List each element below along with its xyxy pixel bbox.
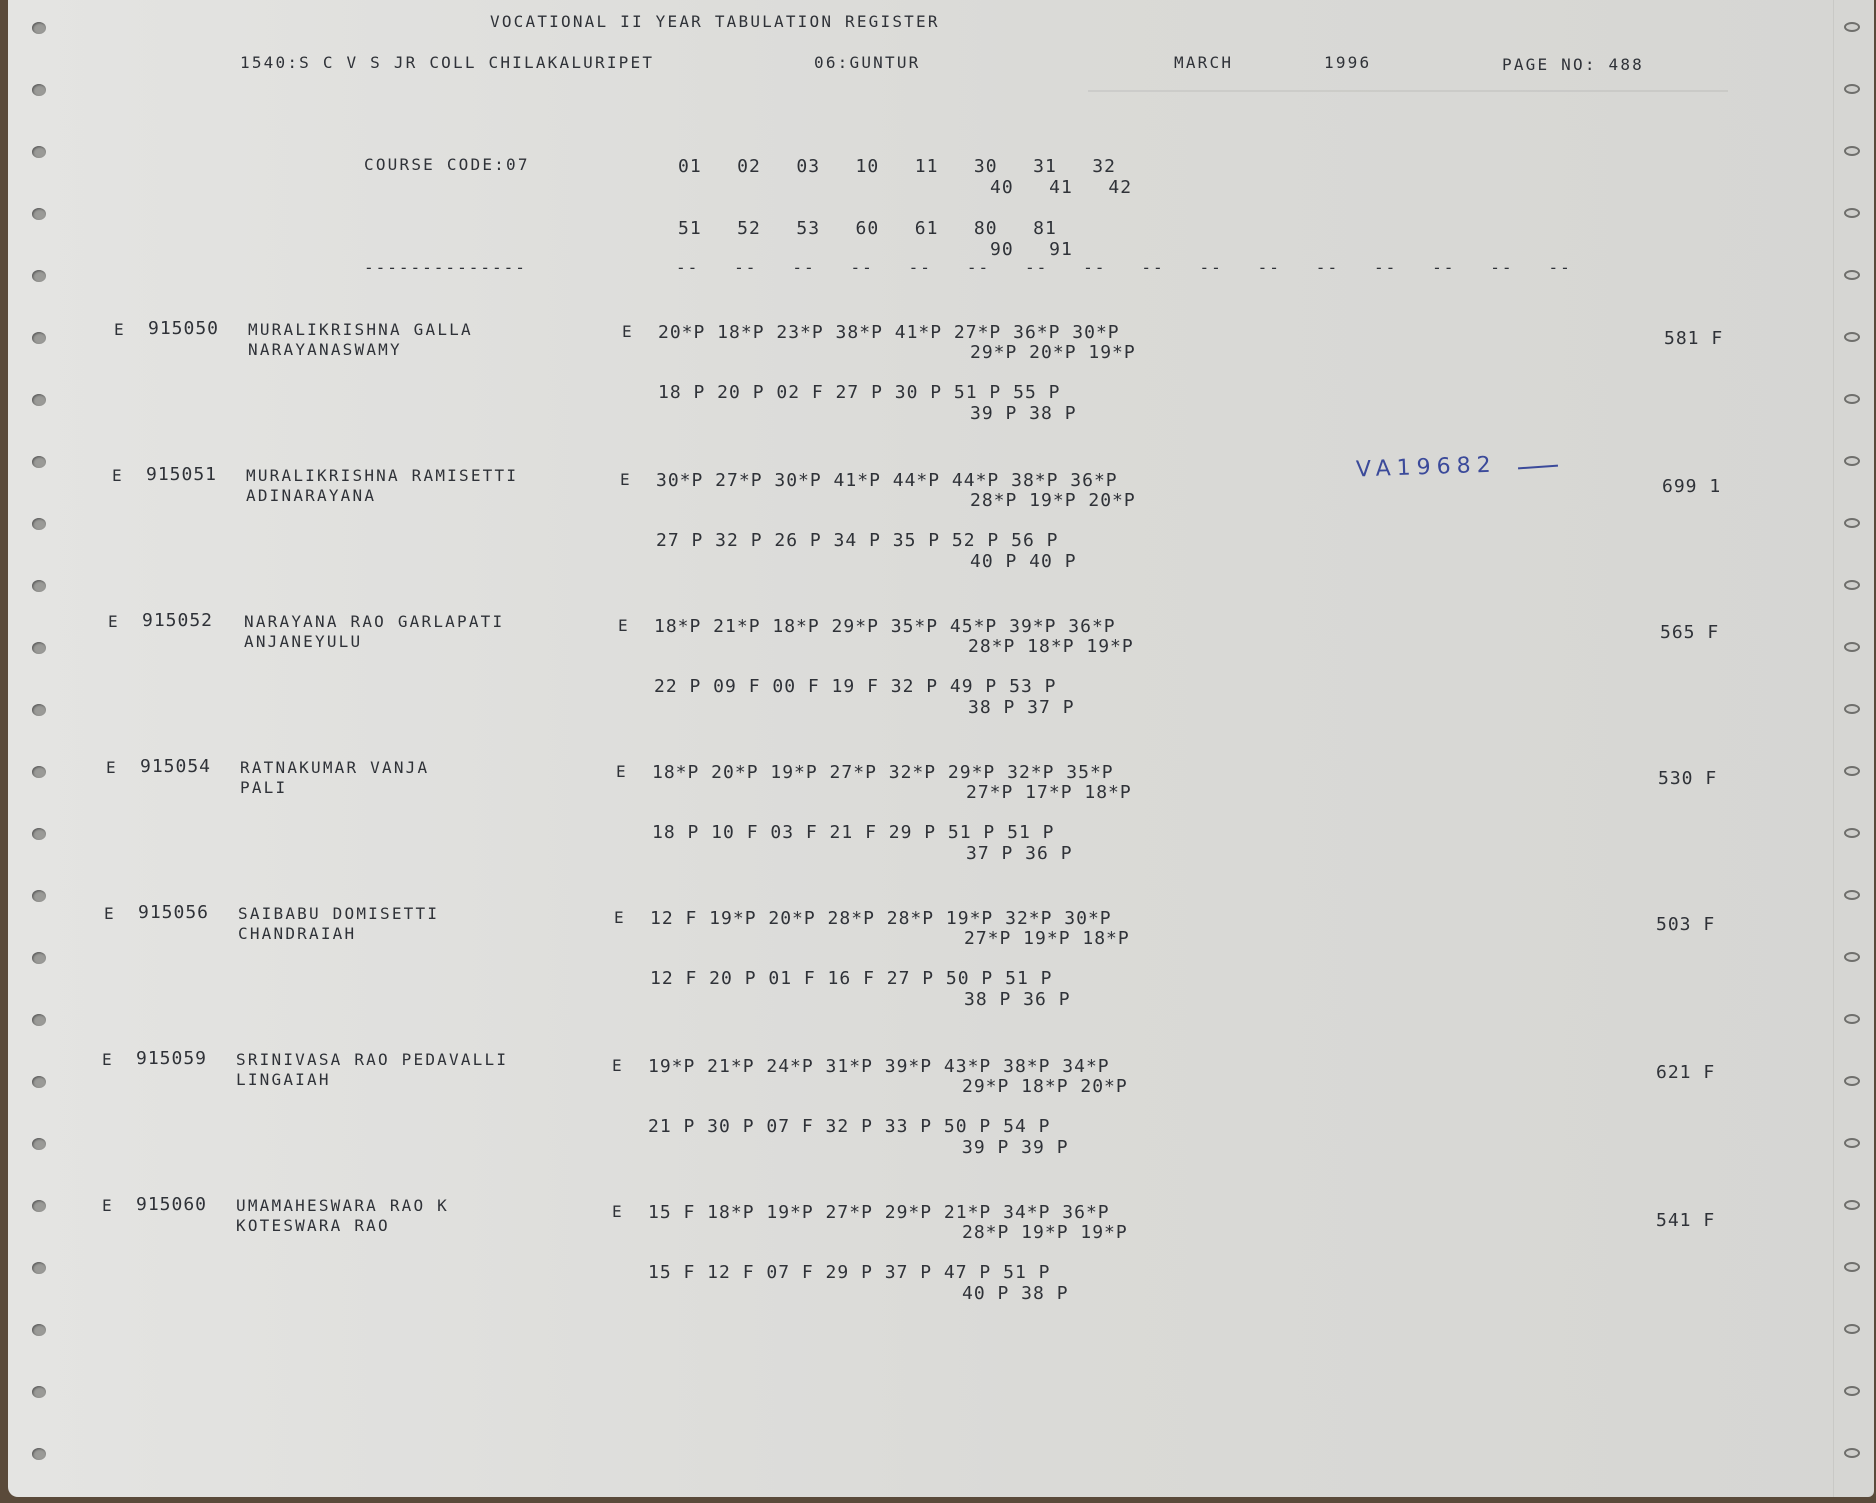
student-name: MURALIKRISHNA GALLA <box>248 320 473 339</box>
exam-type: E <box>108 612 120 631</box>
father-name: PALI <box>240 778 288 797</box>
punch-hole <box>1844 146 1860 156</box>
student-name: NARAYANA RAO GARLAPATI <box>244 612 505 631</box>
marks-row1: 19*P 21*P 24*P 31*P 39*P 43*P 38*P 34*P <box>648 1056 1110 1077</box>
register-title: VOCATIONAL II YEAR TABULATION REGISTER <box>490 12 940 31</box>
exam-year: 1996 <box>1324 53 1372 72</box>
father-name: KOTESWARA RAO <box>236 1216 390 1235</box>
college-name: 1540:S C V S JR COLL CHILAKALURIPET <box>240 53 655 72</box>
subject-codes-row1: 01 02 03 10 11 30 31 32 <box>678 156 1116 177</box>
total-result: 565 F <box>1660 622 1720 643</box>
marks-row1b: 28*P 19*P 20*P <box>970 490 1136 511</box>
subject-codes-row1b: 40 41 42 <box>990 177 1133 198</box>
total-result: 503 F <box>1656 914 1716 935</box>
punch-hole <box>1844 1386 1860 1396</box>
reg-number: 915052 <box>142 610 214 631</box>
punch-hole <box>32 270 46 282</box>
punch-hole <box>32 1386 46 1398</box>
marks-row2b: 39 P 39 P <box>962 1137 1069 1158</box>
punch-hole <box>1844 22 1860 32</box>
marks-row2: 18 P 20 P 02 F 27 P 30 P 51 P 55 P <box>658 382 1061 403</box>
student-record <box>8 612 1874 732</box>
exam-type: E <box>106 758 118 777</box>
series-code: E <box>620 470 632 489</box>
marks-row2: 12 F 20 P 01 F 16 F 27 P 50 P 51 P <box>650 968 1053 989</box>
marks-row1: 18*P 20*P 19*P 27*P 32*P 29*P 32*P 35*P <box>652 762 1114 783</box>
exam-month: MARCH <box>1174 53 1234 72</box>
punch-hole <box>1844 456 1860 466</box>
marks-row1: 30*P 27*P 30*P 41*P 44*P 44*P 38*P 36*P <box>656 470 1118 491</box>
marks-row1b: 29*P 18*P 20*P <box>962 1076 1128 1097</box>
punch-hole <box>1844 1448 1860 1458</box>
marks-row1b: 28*P 19*P 19*P <box>962 1222 1128 1243</box>
total-result: 699 1 <box>1662 476 1722 497</box>
reg-number: 915059 <box>136 1048 208 1069</box>
district-name: 06:GUNTUR <box>814 53 921 72</box>
marks-row2: 18 P 10 F 03 F 21 F 29 P 51 P 51 P <box>652 822 1055 843</box>
student-name: SAIBABU DOMISETTI <box>238 904 440 923</box>
register-sheet <box>8 0 1874 1497</box>
father-name: LINGAIAH <box>236 1070 331 1089</box>
page-number: PAGE NO: 488 <box>1502 55 1644 74</box>
column-underline: -- -- -- -- -- -- -- -- -- -- -- -- -- -- -- -- <box>676 258 1572 277</box>
marks-row2b: 38 P 37 P <box>968 697 1075 718</box>
marks-row1b: 28*P 18*P 19*P <box>968 636 1134 657</box>
marks-row2b: 40 P 38 P <box>962 1283 1069 1304</box>
total-result: 530 F <box>1658 768 1718 789</box>
marks-row1: 12 F 19*P 20*P 28*P 28*P 19*P 32*P 30*P <box>650 908 1112 929</box>
marks-row2: 27 P 32 P 26 P 34 P 35 P 52 P 56 P <box>656 530 1059 551</box>
series-code: E <box>614 908 626 927</box>
marks-row1b: 27*P 17*P 18*P <box>966 782 1132 803</box>
punch-hole <box>32 84 46 96</box>
exam-type: E <box>102 1050 114 1069</box>
father-name: CHANDRAIAH <box>238 924 357 943</box>
marks-row1: 20*P 18*P 23*P 38*P 41*P 27*P 36*P 30*P <box>658 322 1120 343</box>
punch-hole <box>1844 84 1860 94</box>
student-name: MURALIKRISHNA RAMISETTI <box>246 466 519 485</box>
series-code: E <box>622 322 634 341</box>
punch-hole <box>32 22 46 34</box>
student-record <box>8 1050 1874 1170</box>
exam-type: E <box>104 904 116 923</box>
total-result: 621 F <box>1656 1062 1716 1083</box>
student-name: SRINIVASA RAO PEDAVALLI <box>236 1050 509 1069</box>
father-name: ANJANEYULU <box>244 632 363 651</box>
exam-type: E <box>102 1196 114 1215</box>
student-record <box>8 758 1874 878</box>
student-record <box>8 320 1874 440</box>
punch-hole <box>1844 270 1860 280</box>
marks-row2b: 39 P 38 P <box>970 403 1077 424</box>
total-result: 541 F <box>1656 1210 1716 1231</box>
punch-hole <box>1844 208 1860 218</box>
series-code: E <box>612 1056 624 1075</box>
punch-hole <box>32 208 46 220</box>
handwritten-annotation: VA19682 <box>1355 452 1498 483</box>
punch-hole <box>1844 890 1860 900</box>
subject-codes-row2: 51 52 53 60 61 80 81 <box>678 218 1057 239</box>
marks-row2: 22 P 09 F 00 F 19 F 32 P 49 P 53 P <box>654 676 1057 697</box>
student-record <box>8 904 1874 1024</box>
series-code: E <box>618 616 630 635</box>
reg-number: 915054 <box>140 756 212 777</box>
punch-hole <box>32 146 46 158</box>
marks-row2: 15 F 12 F 07 F 29 P 37 P 47 P 51 P <box>648 1262 1051 1283</box>
marks-row2b: 38 P 36 P <box>964 989 1071 1010</box>
punch-hole <box>32 1448 46 1460</box>
reg-number: 915051 <box>146 464 218 485</box>
student-record <box>8 466 1874 586</box>
marks-row1b: 27*P 19*P 18*P <box>964 928 1130 949</box>
student-name: UMAMAHESWARA RAO K <box>236 1196 449 1215</box>
father-name: ADINARAYANA <box>246 486 377 505</box>
marks-row1b: 29*P 20*P 19*P <box>970 342 1136 363</box>
total-result: 581 F <box>1664 328 1724 349</box>
label-underline: -------------- <box>364 258 527 277</box>
series-code: E <box>612 1202 624 1221</box>
marks-row2: 21 P 30 P 07 F 32 P 33 P 50 P 54 P <box>648 1116 1051 1137</box>
series-code: E <box>616 762 628 781</box>
reg-number: 915050 <box>148 318 220 339</box>
punch-hole <box>32 1324 46 1336</box>
exam-type: E <box>114 320 126 339</box>
marks-row2b: 37 P 36 P <box>966 843 1073 864</box>
father-name: NARAYANASWAMY <box>248 340 402 359</box>
marks-row1: 18*P 21*P 18*P 29*P 35*P 45*P 39*P 36*P <box>654 616 1116 637</box>
marks-row2b: 40 P 40 P <box>970 551 1077 572</box>
subject-codes-row2b: 90 91 <box>990 239 1073 260</box>
student-name: RATNAKUMAR VANJA <box>240 758 430 777</box>
exam-type: E <box>112 466 124 485</box>
marks-row1: 15 F 18*P 19*P 27*P 29*P 21*P 34*P 36*P <box>648 1202 1110 1223</box>
course-code-label: COURSE CODE:07 <box>364 155 530 174</box>
punch-hole <box>1844 1324 1860 1334</box>
bleed-through-text <box>1088 90 1728 172</box>
student-record <box>8 1196 1874 1316</box>
punch-hole <box>32 890 46 902</box>
reg-number: 915060 <box>136 1194 208 1215</box>
reg-number: 915056 <box>138 902 210 923</box>
